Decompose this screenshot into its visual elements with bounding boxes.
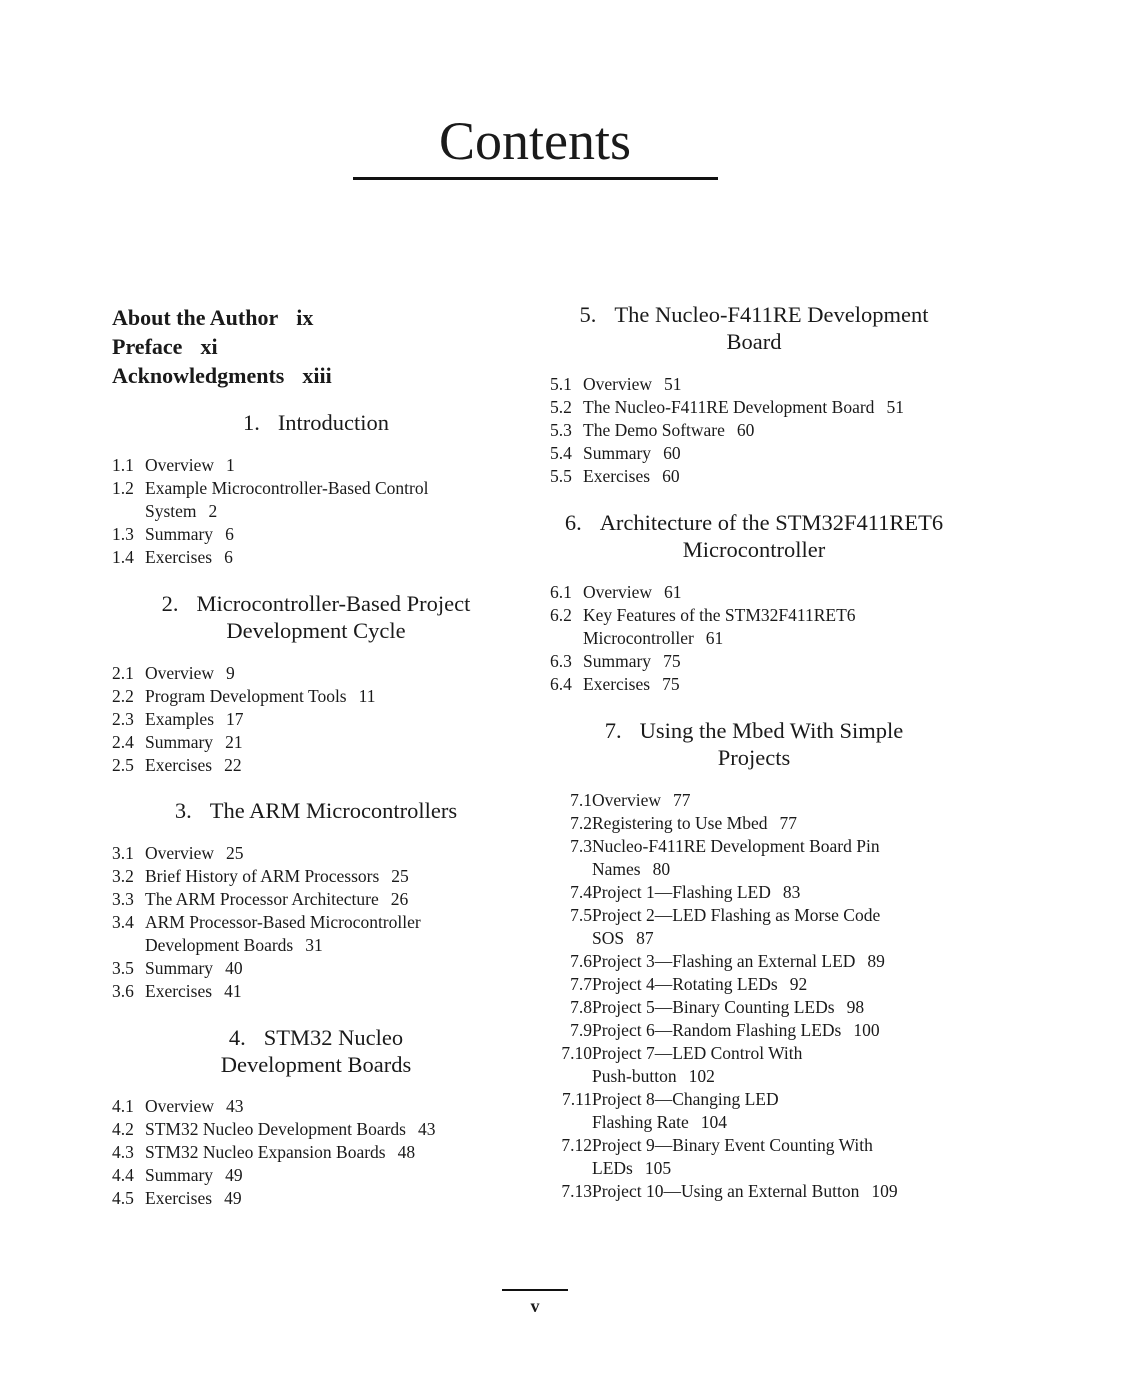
toc-entry[interactable] — [550, 673, 958, 696]
section-title: Project 10—Using an External Button — [592, 1181, 860, 1201]
section-page: 60 — [663, 443, 681, 463]
toc-entry[interactable] — [550, 1134, 915, 1180]
section-page: 61 — [664, 582, 682, 602]
toc-entry[interactable] — [112, 1095, 520, 1118]
section-number: 7.7 — [570, 974, 592, 994]
toc-entry[interactable] — [550, 881, 958, 904]
section-page: 11 — [358, 686, 376, 706]
toc-entry[interactable] — [112, 865, 520, 888]
section-page: 109 — [871, 1181, 898, 1201]
section-number: 7.13 — [561, 1181, 592, 1201]
section-page: 6 — [225, 524, 234, 544]
section-title: The Nucleo-F411RE Development Board — [583, 397, 875, 417]
section-page: 98 — [846, 997, 865, 1017]
section-title: Summary — [145, 958, 214, 978]
section-title: Summary — [145, 732, 214, 752]
toc-entry[interactable] — [550, 812, 958, 835]
section-page: 51 — [664, 374, 682, 394]
section-number: 7.8 — [570, 997, 592, 1017]
chapter-heading[interactable] — [112, 797, 520, 824]
section-title: Project 5—Binary Counting LEDs — [592, 997, 835, 1017]
section-number: 3.2 — [112, 866, 134, 886]
section-title: The ARM Processor Architecture — [145, 889, 379, 909]
section-title: Key Features of the STM32F411RET6 Microcontroller — [583, 605, 856, 648]
toc-entry[interactable] — [550, 1180, 958, 1203]
section-page: 75 — [662, 674, 680, 694]
toc-entry[interactable] — [112, 980, 520, 1003]
chapter-heading[interactable] — [112, 1024, 520, 1078]
section-title: Summary — [583, 651, 652, 671]
toc-entry[interactable] — [550, 604, 890, 650]
toc-entry[interactable] — [550, 789, 958, 812]
section-title: Overview — [145, 1096, 215, 1116]
section-title: Overview — [592, 790, 662, 810]
section-number: 4.4 — [112, 1165, 134, 1185]
section-page: 17 — [226, 709, 244, 729]
section-page: 25 — [391, 866, 409, 886]
section-page: 48 — [397, 1142, 416, 1162]
section-page: 89 — [867, 951, 885, 971]
section-title: Overview — [583, 374, 653, 394]
section-number: 7.3 — [570, 836, 592, 856]
section-title: Project 9—Binary Event Counting With LEDs — [592, 1135, 873, 1178]
chapter-title: The Nucleo-F411RE Development Board — [614, 302, 929, 354]
section-page: 9 — [226, 663, 235, 683]
chapter-heading[interactable] — [550, 509, 958, 563]
section-page: 51 — [886, 397, 904, 417]
toc-entry[interactable] — [550, 973, 958, 996]
toc-entry[interactable] — [112, 842, 520, 865]
section-number: 1.1 — [112, 455, 134, 475]
section-page: 75 — [663, 651, 681, 671]
section-number: 1.3 — [112, 524, 134, 544]
toc-entry[interactable] — [550, 1042, 840, 1088]
title-underline — [353, 177, 718, 180]
section-page: 102 — [688, 1066, 715, 1086]
front-matter-label: About the Author — [112, 305, 279, 330]
toc-entry[interactable] — [112, 477, 462, 523]
section-page: 87 — [636, 928, 654, 948]
section-page: 61 — [705, 628, 724, 648]
chapter-title: The ARM Microcontrollers — [209, 798, 458, 823]
section-number: 6.4 — [550, 674, 572, 694]
chapter-entries — [550, 581, 958, 696]
chapter-number: 3. — [174, 798, 192, 823]
toc-entry[interactable] — [112, 662, 520, 685]
section-title: Exercises — [145, 981, 213, 1001]
chapter-entries — [112, 842, 520, 1003]
page-number: v — [530, 1296, 540, 1316]
section-number: 7.9 — [570, 1020, 592, 1040]
chapter-entries — [550, 373, 958, 488]
section-page: 92 — [789, 974, 808, 994]
page-title: Contents — [438, 111, 631, 171]
section-page: 41 — [224, 981, 242, 1001]
front-matter-label: Preface — [112, 334, 183, 359]
section-number: 2.1 — [112, 663, 134, 683]
section-number: 7.5 — [570, 905, 592, 925]
section-number: 7.4 — [570, 882, 592, 902]
front-matter-label: Acknowledgments — [112, 363, 285, 388]
front-matter-item[interactable] — [112, 303, 313, 332]
section-title: Example Microcontroller-Based Control System — [145, 478, 429, 521]
toc-entry[interactable] — [550, 1019, 958, 1042]
section-page: 77 — [779, 813, 797, 833]
chapter-number: 6. — [564, 510, 582, 535]
section-number: 7.1 — [570, 790, 592, 810]
toc-entry[interactable] — [550, 904, 915, 950]
toc-entry[interactable] — [550, 419, 958, 442]
section-number: 2.2 — [112, 686, 134, 706]
section-number: 7.12 — [561, 1135, 592, 1155]
section-number: 3.3 — [112, 889, 134, 909]
section-number: 2.5 — [112, 755, 134, 775]
section-number: 2.3 — [112, 709, 134, 729]
toc-entry[interactable] — [112, 708, 520, 731]
front-matter-page: ix — [296, 305, 314, 330]
toc-entry[interactable] — [112, 546, 520, 569]
section-number: 4.2 — [112, 1119, 134, 1139]
section-title: Exercises — [583, 674, 651, 694]
toc-entry[interactable] — [550, 442, 958, 465]
toc-entry[interactable] — [112, 888, 520, 911]
toc-entry[interactable] — [112, 523, 520, 546]
section-page: 43 — [226, 1096, 244, 1116]
section-title: Summary — [145, 1165, 214, 1185]
chapter-number: 1. — [242, 410, 260, 435]
section-page: 6 — [224, 547, 233, 567]
chapter-number: 5. — [579, 302, 597, 327]
section-title: Exercises — [145, 547, 213, 567]
front-matter-item[interactable] — [112, 332, 218, 361]
section-title: Brief History of ARM Processors — [145, 866, 380, 886]
section-page: 80 — [652, 859, 671, 879]
toc-entry[interactable] — [550, 650, 958, 673]
section-title: Project 6—Random Flashing LEDs — [592, 1020, 842, 1040]
section-title: Project 4—Rotating LEDs — [592, 974, 778, 994]
section-page: 21 — [225, 732, 243, 752]
section-number: 5.1 — [550, 374, 572, 394]
section-number: 6.2 — [550, 605, 572, 625]
chapter-title: Microcontroller-Based Project Development Cycle — [196, 591, 471, 643]
chapter-entries — [112, 662, 520, 777]
chapter-number: 2. — [161, 591, 179, 616]
chapter-title: Introduction — [277, 410, 390, 435]
section-page: 100 — [853, 1020, 880, 1040]
section-title: The Demo Software — [583, 420, 725, 440]
toc-entry[interactable] — [112, 1164, 520, 1187]
toc-entry[interactable] — [112, 454, 520, 477]
section-number: 3.4 — [112, 912, 134, 932]
toc-entry[interactable] — [112, 685, 520, 708]
section-title: Overview — [583, 582, 653, 602]
toc-entry[interactable] — [550, 373, 958, 396]
section-title: Project 8—Changing LED Flashing Rate — [592, 1089, 779, 1132]
footer-rule — [502, 1289, 568, 1291]
front-matter-page: xi — [200, 334, 218, 359]
section-number: 3.5 — [112, 958, 134, 978]
section-number: 6.3 — [550, 651, 572, 671]
section-title: Summary — [583, 443, 652, 463]
section-number: 5.4 — [550, 443, 572, 463]
section-title: Program Development Tools — [145, 686, 347, 706]
toc-entry[interactable] — [112, 911, 452, 957]
section-title: Exercises — [583, 466, 651, 486]
section-title: Exercises — [145, 755, 213, 775]
section-page: 1 — [226, 455, 235, 475]
section-number: 3.1 — [112, 843, 134, 863]
section-number: 6.1 — [550, 582, 572, 602]
section-title: Project 3—Flashing an External LED — [592, 951, 856, 971]
section-number: 5.5 — [550, 466, 572, 486]
chapter-title: STM32 Nucleo Development Boards — [220, 1025, 412, 1077]
section-number: 7.2 — [570, 813, 592, 833]
section-page: 105 — [644, 1158, 672, 1178]
section-number: 1.4 — [112, 547, 134, 567]
section-page: 77 — [673, 790, 691, 810]
section-number: 7.10 — [561, 1043, 592, 1063]
chapter-heading[interactable] — [112, 409, 520, 436]
section-title: Project 1—Flashing LED — [592, 882, 771, 902]
chapter-heading[interactable] — [550, 301, 958, 355]
front-matter-item[interactable] — [112, 361, 332, 390]
section-page: 104 — [700, 1112, 727, 1132]
section-title: Nucleo-F411RE Development Board Pin Names — [592, 836, 880, 879]
section-number: 4.5 — [112, 1188, 134, 1208]
section-title: Exercises — [145, 1188, 213, 1208]
toc-entry[interactable] — [112, 1141, 520, 1164]
section-title: Overview — [145, 663, 215, 683]
section-number: 3.6 — [112, 981, 134, 1001]
section-page: 25 — [226, 843, 244, 863]
section-title: Overview — [145, 843, 215, 863]
section-page: 60 — [662, 466, 680, 486]
section-title: Summary — [145, 524, 214, 544]
section-page: 31 — [305, 935, 323, 955]
section-title: Examples — [145, 709, 215, 729]
section-number: 4.1 — [112, 1096, 134, 1116]
toc-entry[interactable] — [550, 1088, 810, 1134]
section-title: Overview — [145, 455, 215, 475]
section-title: ARM Processor-Based Microcontroller Development Boards — [145, 912, 421, 955]
chapter-title: Using the Mbed With Simple Projects — [639, 718, 904, 770]
chapter-heading[interactable] — [550, 717, 958, 771]
section-title: STM32 Nucleo Expansion Boards — [145, 1142, 386, 1162]
front-matter-page: xiii — [302, 363, 332, 388]
section-page: 2 — [208, 501, 218, 521]
section-page: 40 — [225, 958, 243, 978]
section-number: 2.4 — [112, 732, 134, 752]
toc-entry[interactable] — [550, 996, 958, 1019]
section-title: Project 7—LED Control With Push-button — [592, 1043, 803, 1086]
toc-entry[interactable] — [112, 957, 520, 980]
section-number: 4.3 — [112, 1142, 134, 1162]
section-page: 83 — [782, 882, 801, 902]
toc-entry[interactable] — [112, 731, 520, 754]
toc-entry[interactable] — [112, 1118, 520, 1141]
toc-entry[interactable] — [112, 754, 520, 777]
chapter-heading[interactable] — [112, 590, 520, 644]
chapter-entries — [112, 454, 520, 569]
section-page: 26 — [390, 889, 409, 909]
chapter-entries — [550, 789, 958, 1203]
chapter-number: 4. — [228, 1025, 246, 1050]
chapter-number: 7. — [604, 718, 622, 743]
section-title: STM32 Nucleo Development Boards — [145, 1119, 406, 1139]
toc-entry[interactable] — [550, 396, 958, 419]
toc-entry[interactable] — [550, 581, 958, 604]
section-title: Project 2—LED Flashing as Morse Code SOS — [592, 905, 881, 948]
section-number: 5.3 — [550, 420, 572, 440]
section-page: 60 — [736, 420, 755, 440]
section-page: 49 — [225, 1165, 243, 1185]
toc-entry[interactable] — [550, 950, 958, 973]
section-page: 49 — [224, 1188, 242, 1208]
section-page: 43 — [418, 1119, 436, 1139]
toc-entry[interactable] — [550, 465, 958, 488]
toc-entry[interactable] — [112, 1187, 520, 1210]
section-number: 7.11 — [562, 1089, 592, 1109]
chapter-entries — [112, 1095, 520, 1210]
section-number: 7.6 — [570, 951, 592, 971]
section-number: 1.2 — [112, 478, 134, 498]
chapter-title: Architecture of the STM32F411RET6 Microcontroller — [599, 510, 944, 562]
toc-entry[interactable] — [550, 835, 915, 881]
section-title: Registering to Use Mbed — [592, 813, 768, 833]
section-page: 22 — [224, 755, 242, 775]
section-number: 5.2 — [550, 397, 572, 417]
